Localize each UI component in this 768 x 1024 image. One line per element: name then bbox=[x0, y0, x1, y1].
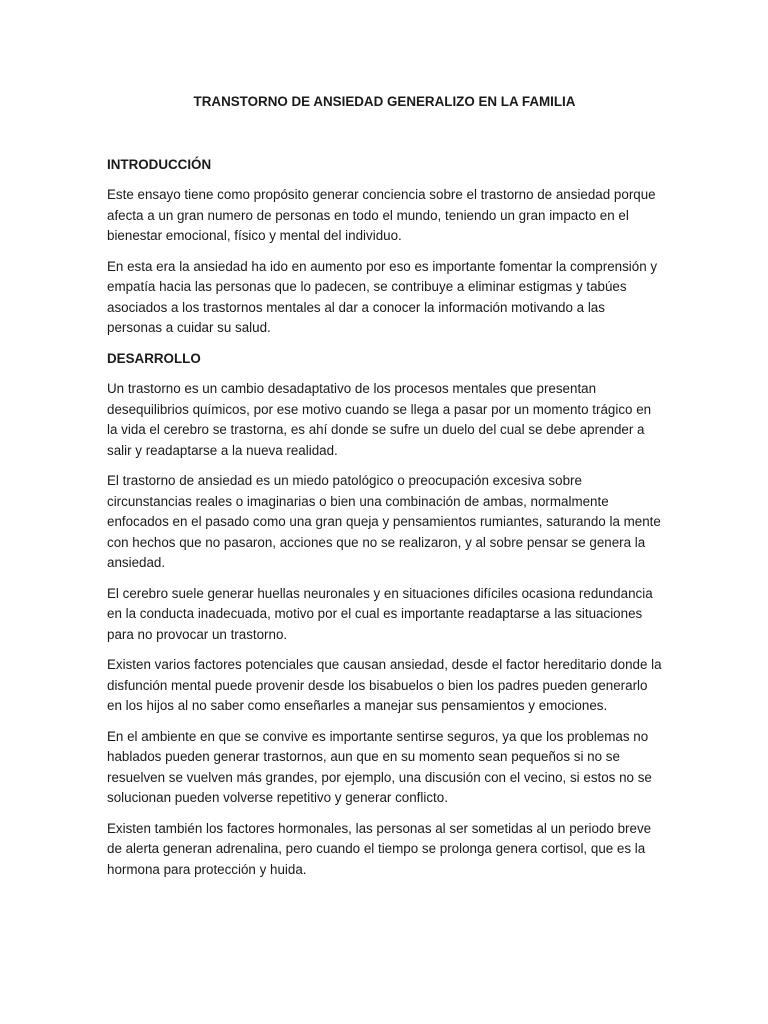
paragraph: En el ambiente en que se convive es importante sentirse seguros, ya que los problemas no hablados pueden generar trastornos, aun que en su momento sean pequeños si no se resuelven se vuelven más grandes, por ejemplo, una discusión con el vecino, si estos no se solucionan pueden volverse repetitivo y generar conflicto. bbox=[107, 728, 652, 805]
paragraph: Existen varios factores potenciales que causan ansiedad, desde el factor hereditario donde la disfunción mental puede provenir desde los bisabuelos o bien los padres pueden generarlo en los hijos al no saber como enseñarles a manejar sus pensamientos y emociones. bbox=[107, 657, 662, 713]
paragraph: En esta era la ansiedad ha ido en aumento por eso es importante fomentar la comprensión y empatía hacia las personas que lo padecen, se contribuye a eliminar estigmas y tabúes asociados a los trastornos mentales al dar a conocer la información motivando a las personas a cuidar su salud. bbox=[107, 258, 658, 335]
document-title: TRANSTORNO DE ANSIEDAD GENERALIZO EN LA FAMILIA bbox=[193, 94, 576, 109]
paragraph: El cerebro suele generar huellas neuronales y en situaciones difíciles ocasiona redundancia en la conducta inadecuada, motivo por el cual es importante readaptarse a las situaciones para no provocar un trastorno. bbox=[107, 585, 653, 642]
paragraph: Existen también los factores hormonales, las personas al ser sometidas al un periodo breve de alerta generan adrenalina, pero cuando el tiempo se prolonga genera cortisol, que es la hormona para protección y huida. bbox=[107, 820, 652, 877]
section-heading-introduccion: INTRODUCCIÓN bbox=[107, 156, 212, 172]
paragraph: Este ensayo tiene como propósito generar conciencia sobre el trastorno de ansiedad porque afecta a un gran numero de personas en todo el mundo, teniendo un gran impacto en el bienestar emocional, físico y mental del individuo. bbox=[107, 187, 656, 243]
paragraph: El trastorno de ansiedad es un miedo patológico o preocupación excesiva sobre circunstancias reales o imaginarias o bien una combinación de ambas, normalmente enfocados en el pasado como una gran queja y pensamientos rumiantes, saturando la mente con hechos que no pasaron, acciones que no se realizaron, y al sobre pensar se genera la ansiedad. bbox=[107, 473, 661, 570]
section-heading-desarrollo: DESARROLLO bbox=[107, 350, 201, 366]
paragraph: Un trastorno es un cambio desadaptativo de los procesos mentales que presentan desequilibrios químicos, por ese motivo cuando se llega a pasar por un momento trágico en la vida el cerebro se trastorna, es ahí donde se sufre un duelo del cual se debe aprender a salir y readaptarse a la nueva realidad. bbox=[107, 381, 652, 458]
